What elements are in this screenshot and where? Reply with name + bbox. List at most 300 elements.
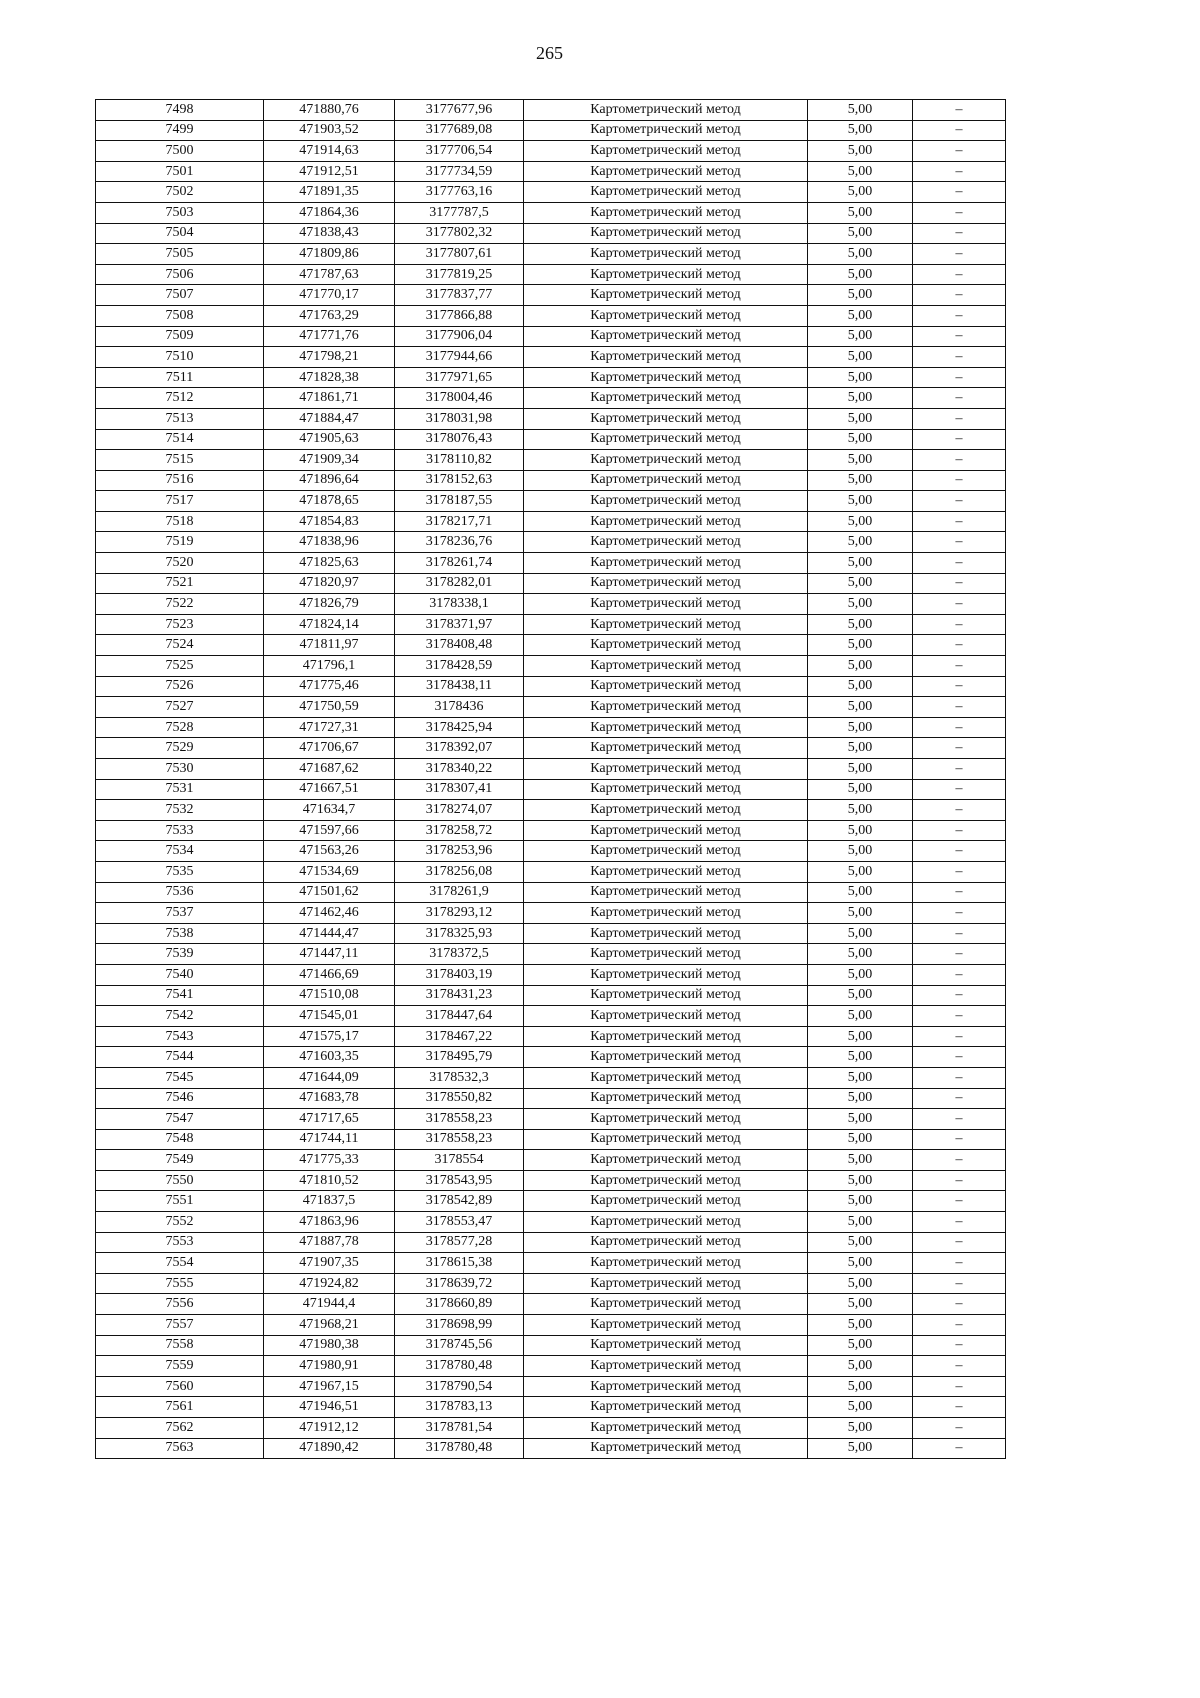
method-cell: Картометрический метод [524,594,808,615]
table-row [96,717,1006,738]
table-row [96,1129,1006,1150]
note-cell: – [913,1191,1006,1212]
note-cell: – [913,676,1006,697]
note-cell: – [913,367,1006,388]
point-number-cell: 7501 [96,161,264,182]
method-cell: Картометрический метод [524,1232,808,1253]
accuracy-cell: 5,00 [808,841,913,862]
y-coordinate-cell: 3178076,43 [395,429,524,450]
note-cell: – [913,964,1006,985]
y-coordinate-cell: 3178371,97 [395,614,524,635]
point-number-cell: 7525 [96,656,264,677]
point-number-cell: 7500 [96,141,264,162]
x-coordinate-cell: 471968,21 [264,1315,395,1336]
method-cell: Картометрический метод [524,759,808,780]
x-coordinate-cell: 471750,59 [264,697,395,718]
y-coordinate-cell: 3178438,11 [395,676,524,697]
table-row [96,861,1006,882]
method-cell: Картометрический метод [524,1170,808,1191]
method-cell: Картометрический метод [524,120,808,141]
y-coordinate-cell: 3178558,23 [395,1129,524,1150]
accuracy-cell: 5,00 [808,1170,913,1191]
x-coordinate-cell: 471924,82 [264,1273,395,1294]
table-row [96,1047,1006,1068]
x-coordinate-cell: 471634,7 [264,800,395,821]
method-cell: Картометрический метод [524,1356,808,1377]
y-coordinate-cell: 3178004,46 [395,388,524,409]
point-number-cell: 7518 [96,511,264,532]
x-coordinate-cell: 471905,63 [264,429,395,450]
note-cell: – [913,1273,1006,1294]
point-number-cell: 7514 [96,429,264,450]
note-cell: – [913,264,1006,285]
x-coordinate-cell: 471603,35 [264,1047,395,1068]
y-coordinate-cell: 3178431,23 [395,985,524,1006]
table-row [96,1335,1006,1356]
point-number-cell: 7561 [96,1397,264,1418]
x-coordinate-cell: 471706,67 [264,738,395,759]
table-row [96,141,1006,162]
method-cell: Картометрический метод [524,1129,808,1150]
accuracy-cell: 5,00 [808,532,913,553]
table-row [96,367,1006,388]
x-coordinate-cell: 471912,12 [264,1418,395,1439]
accuracy-cell: 5,00 [808,697,913,718]
x-coordinate-cell: 471980,91 [264,1356,395,1377]
point-number-cell: 7554 [96,1253,264,1274]
table-row [96,553,1006,574]
note-cell: – [913,923,1006,944]
accuracy-cell: 5,00 [808,1026,913,1047]
accuracy-cell: 5,00 [808,1273,913,1294]
note-cell: – [913,1418,1006,1439]
table-row [96,1109,1006,1130]
point-number-cell: 7519 [96,532,264,553]
accuracy-cell: 5,00 [808,1067,913,1088]
x-coordinate-cell: 471811,97 [264,635,395,656]
table-row [96,738,1006,759]
y-coordinate-cell: 3177689,08 [395,120,524,141]
point-number-cell: 7555 [96,1273,264,1294]
y-coordinate-cell: 3178781,54 [395,1418,524,1439]
note-cell: – [913,882,1006,903]
method-cell: Картометрический метод [524,491,808,512]
point-number-cell: 7516 [96,470,264,491]
method-cell: Картометрический метод [524,1335,808,1356]
y-coordinate-cell: 3178408,48 [395,635,524,656]
point-number-cell: 7543 [96,1026,264,1047]
x-coordinate-cell: 471864,36 [264,202,395,223]
method-cell: Картометрический метод [524,717,808,738]
note-cell: – [913,1047,1006,1068]
table-row [96,1397,1006,1418]
accuracy-cell: 5,00 [808,161,913,182]
x-coordinate-cell: 471838,43 [264,223,395,244]
accuracy-cell: 5,00 [808,779,913,800]
accuracy-cell: 5,00 [808,244,913,265]
x-coordinate-cell: 471891,35 [264,182,395,203]
accuracy-cell: 5,00 [808,635,913,656]
table-row [96,614,1006,635]
table-row [96,1253,1006,1274]
point-number-cell: 7510 [96,347,264,368]
method-cell: Картометрический метод [524,182,808,203]
y-coordinate-cell: 3178187,55 [395,491,524,512]
note-cell: – [913,1109,1006,1130]
y-coordinate-cell: 3177944,66 [395,347,524,368]
method-cell: Картометрический метод [524,1397,808,1418]
method-cell: Картометрический метод [524,408,808,429]
method-cell: Картометрический метод [524,532,808,553]
method-cell: Картометрический метод [524,511,808,532]
point-number-cell: 7520 [96,553,264,574]
x-coordinate-cell: 471880,76 [264,100,395,121]
table-row [96,841,1006,862]
table-row [96,244,1006,265]
point-number-cell: 7532 [96,800,264,821]
y-coordinate-cell: 3178428,59 [395,656,524,677]
x-coordinate-cell: 471967,15 [264,1376,395,1397]
note-cell: – [913,347,1006,368]
accuracy-cell: 5,00 [808,1315,913,1336]
x-coordinate-cell: 471878,65 [264,491,395,512]
x-coordinate-cell: 471796,1 [264,656,395,677]
accuracy-cell: 5,00 [808,800,913,821]
note-cell: – [913,656,1006,677]
accuracy-cell: 5,00 [808,553,913,574]
y-coordinate-cell: 3178639,72 [395,1273,524,1294]
point-number-cell: 7533 [96,820,264,841]
y-coordinate-cell: 3178293,12 [395,903,524,924]
accuracy-cell: 5,00 [808,923,913,944]
note-cell: – [913,388,1006,409]
table-row [96,388,1006,409]
accuracy-cell: 5,00 [808,1150,913,1171]
point-number-cell: 7539 [96,944,264,965]
x-coordinate-cell: 471667,51 [264,779,395,800]
x-coordinate-cell: 471770,17 [264,285,395,306]
table-row [96,470,1006,491]
y-coordinate-cell: 3178698,99 [395,1315,524,1336]
table-row [96,800,1006,821]
y-coordinate-cell: 3178274,07 [395,800,524,821]
accuracy-cell: 5,00 [808,594,913,615]
method-cell: Картометрический метод [524,285,808,306]
point-number-cell: 7506 [96,264,264,285]
method-cell: Картометрический метод [524,326,808,347]
note-cell: – [913,326,1006,347]
accuracy-cell: 5,00 [808,491,913,512]
note-cell: – [913,1088,1006,1109]
note-cell: – [913,1294,1006,1315]
table-row [96,511,1006,532]
accuracy-cell: 5,00 [808,1047,913,1068]
y-coordinate-cell: 3178253,96 [395,841,524,862]
accuracy-cell: 5,00 [808,861,913,882]
method-cell: Картометрический метод [524,985,808,1006]
note-cell: – [913,511,1006,532]
note-cell: – [913,408,1006,429]
y-coordinate-cell: 3178325,93 [395,923,524,944]
accuracy-cell: 5,00 [808,985,913,1006]
x-coordinate-cell: 471863,96 [264,1212,395,1233]
method-cell: Картометрический метод [524,305,808,326]
accuracy-cell: 5,00 [808,1438,913,1459]
point-number-cell: 7558 [96,1335,264,1356]
table-row [96,1294,1006,1315]
accuracy-cell: 5,00 [808,1397,913,1418]
table-row [96,532,1006,553]
table-row [96,1170,1006,1191]
accuracy-cell: 5,00 [808,264,913,285]
y-coordinate-cell: 3177819,25 [395,264,524,285]
point-number-cell: 7522 [96,594,264,615]
method-cell: Картометрический метод [524,553,808,574]
x-coordinate-cell: 471575,17 [264,1026,395,1047]
accuracy-cell: 5,00 [808,100,913,121]
method-cell: Картометрический метод [524,141,808,162]
point-number-cell: 7512 [96,388,264,409]
x-coordinate-cell: 471907,35 [264,1253,395,1274]
x-coordinate-cell: 471861,71 [264,388,395,409]
point-number-cell: 7502 [96,182,264,203]
method-cell: Картометрический метод [524,450,808,471]
y-coordinate-cell: 3177706,54 [395,141,524,162]
accuracy-cell: 5,00 [808,903,913,924]
accuracy-cell: 5,00 [808,882,913,903]
y-coordinate-cell: 3177763,16 [395,182,524,203]
method-cell: Картометрический метод [524,161,808,182]
accuracy-cell: 5,00 [808,141,913,162]
method-cell: Картометрический метод [524,264,808,285]
point-number-cell: 7551 [96,1191,264,1212]
y-coordinate-cell: 3178372,5 [395,944,524,965]
accuracy-cell: 5,00 [808,759,913,780]
y-coordinate-cell: 3177734,59 [395,161,524,182]
accuracy-cell: 5,00 [808,429,913,450]
x-coordinate-cell: 471466,69 [264,964,395,985]
accuracy-cell: 5,00 [808,347,913,368]
x-coordinate-cell: 471903,52 [264,120,395,141]
point-number-cell: 7557 [96,1315,264,1336]
method-cell: Картометрический метод [524,1418,808,1439]
table-row [96,1315,1006,1336]
table-row [96,120,1006,141]
x-coordinate-cell: 471837,5 [264,1191,395,1212]
note-cell: – [913,1170,1006,1191]
y-coordinate-cell: 3177837,77 [395,285,524,306]
table-row [96,1273,1006,1294]
table-row [96,779,1006,800]
y-coordinate-cell: 3177807,61 [395,244,524,265]
point-number-cell: 7548 [96,1129,264,1150]
table-row [96,100,1006,121]
y-coordinate-cell: 3178261,74 [395,553,524,574]
point-number-cell: 7550 [96,1170,264,1191]
x-coordinate-cell: 471896,64 [264,470,395,491]
point-number-cell: 7553 [96,1232,264,1253]
y-coordinate-cell: 3178554 [395,1150,524,1171]
point-number-cell: 7535 [96,861,264,882]
y-coordinate-cell: 3178403,19 [395,964,524,985]
point-number-cell: 7513 [96,408,264,429]
method-cell: Картометрический метод [524,800,808,821]
table-row [96,697,1006,718]
method-cell: Картометрический метод [524,614,808,635]
x-coordinate-cell: 471980,38 [264,1335,395,1356]
method-cell: Картометрический метод [524,1376,808,1397]
point-number-cell: 7536 [96,882,264,903]
table-row [96,882,1006,903]
table-row [96,223,1006,244]
y-coordinate-cell: 3177787,5 [395,202,524,223]
y-coordinate-cell: 3178780,48 [395,1356,524,1377]
note-cell: – [913,903,1006,924]
accuracy-cell: 5,00 [808,326,913,347]
method-cell: Картометрический метод [524,388,808,409]
x-coordinate-cell: 471946,51 [264,1397,395,1418]
method-cell: Картометрический метод [524,1047,808,1068]
method-cell: Картометрический метод [524,820,808,841]
method-cell: Картометрический метод [524,1088,808,1109]
note-cell: – [913,985,1006,1006]
table-row [96,944,1006,965]
x-coordinate-cell: 471884,47 [264,408,395,429]
table-row [96,635,1006,656]
method-cell: Картометрический метод [524,882,808,903]
method-cell: Картометрический метод [524,202,808,223]
coordinates-table [95,99,1006,1459]
method-cell: Картометрический метод [524,923,808,944]
accuracy-cell: 5,00 [808,676,913,697]
x-coordinate-cell: 471717,65 [264,1109,395,1130]
method-cell: Картометрический метод [524,738,808,759]
table-row [96,182,1006,203]
accuracy-cell: 5,00 [808,511,913,532]
x-coordinate-cell: 471826,79 [264,594,395,615]
note-cell: – [913,285,1006,306]
note-cell: – [913,470,1006,491]
note-cell: – [913,841,1006,862]
x-coordinate-cell: 471890,42 [264,1438,395,1459]
y-coordinate-cell: 3178543,95 [395,1170,524,1191]
accuracy-cell: 5,00 [808,1294,913,1315]
y-coordinate-cell: 3178258,72 [395,820,524,841]
y-coordinate-cell: 3177677,96 [395,100,524,121]
y-coordinate-cell: 3178031,98 [395,408,524,429]
table-row [96,305,1006,326]
y-coordinate-cell: 3178236,76 [395,532,524,553]
point-number-cell: 7556 [96,1294,264,1315]
x-coordinate-cell: 471727,31 [264,717,395,738]
accuracy-cell: 5,00 [808,1335,913,1356]
x-coordinate-cell: 471798,21 [264,347,395,368]
point-number-cell: 7509 [96,326,264,347]
page-number: 265 [536,43,563,63]
point-number-cell: 7534 [96,841,264,862]
method-cell: Картометрический метод [524,861,808,882]
point-number-cell: 7507 [96,285,264,306]
y-coordinate-cell: 3178217,71 [395,511,524,532]
note-cell: – [913,1335,1006,1356]
y-coordinate-cell: 3177802,32 [395,223,524,244]
note-cell: – [913,738,1006,759]
point-number-cell: 7527 [96,697,264,718]
point-number-cell: 7505 [96,244,264,265]
table-row [96,347,1006,368]
table-row [96,656,1006,677]
y-coordinate-cell: 3178425,94 [395,717,524,738]
method-cell: Картометрический метод [524,223,808,244]
y-coordinate-cell: 3178340,22 [395,759,524,780]
accuracy-cell: 5,00 [808,944,913,965]
note-cell: – [913,450,1006,471]
x-coordinate-cell: 471462,46 [264,903,395,924]
y-coordinate-cell: 3178110,82 [395,450,524,471]
method-cell: Картометрический метод [524,1006,808,1027]
note-cell: – [913,244,1006,265]
x-coordinate-cell: 471810,52 [264,1170,395,1191]
method-cell: Картометрический метод [524,347,808,368]
method-cell: Картометрический метод [524,656,808,677]
accuracy-cell: 5,00 [808,1006,913,1027]
y-coordinate-cell: 3177906,04 [395,326,524,347]
table-row [96,1232,1006,1253]
method-cell: Картометрический метод [524,944,808,965]
x-coordinate-cell: 471824,14 [264,614,395,635]
note-cell: – [913,759,1006,780]
x-coordinate-cell: 471787,63 [264,264,395,285]
y-coordinate-cell: 3178152,63 [395,470,524,491]
x-coordinate-cell: 471825,63 [264,553,395,574]
y-coordinate-cell: 3178261,9 [395,882,524,903]
accuracy-cell: 5,00 [808,1232,913,1253]
y-coordinate-cell: 3178615,38 [395,1253,524,1274]
y-coordinate-cell: 3178553,47 [395,1212,524,1233]
table-row [96,594,1006,615]
table-row [96,264,1006,285]
table-row [96,1438,1006,1459]
point-number-cell: 7499 [96,120,264,141]
point-number-cell: 7529 [96,738,264,759]
accuracy-cell: 5,00 [808,1109,913,1130]
point-number-cell: 7562 [96,1418,264,1439]
accuracy-cell: 5,00 [808,408,913,429]
method-cell: Картометрический метод [524,635,808,656]
point-number-cell: 7559 [96,1356,264,1377]
y-coordinate-cell: 3178532,3 [395,1067,524,1088]
accuracy-cell: 5,00 [808,656,913,677]
note-cell: – [913,1356,1006,1377]
point-number-cell: 7515 [96,450,264,471]
method-cell: Картометрический метод [524,903,808,924]
note-cell: – [913,635,1006,656]
point-number-cell: 7531 [96,779,264,800]
note-cell: – [913,820,1006,841]
x-coordinate-cell: 471597,66 [264,820,395,841]
table-row [96,450,1006,471]
note-cell: – [913,553,1006,574]
y-coordinate-cell: 3178467,22 [395,1026,524,1047]
note-cell: – [913,429,1006,450]
method-cell: Картометрический метод [524,429,808,450]
y-coordinate-cell: 3178783,13 [395,1397,524,1418]
note-cell: – [913,202,1006,223]
y-coordinate-cell: 3178780,48 [395,1438,524,1459]
note-cell: – [913,1232,1006,1253]
x-coordinate-cell: 471534,69 [264,861,395,882]
table-row [96,1376,1006,1397]
